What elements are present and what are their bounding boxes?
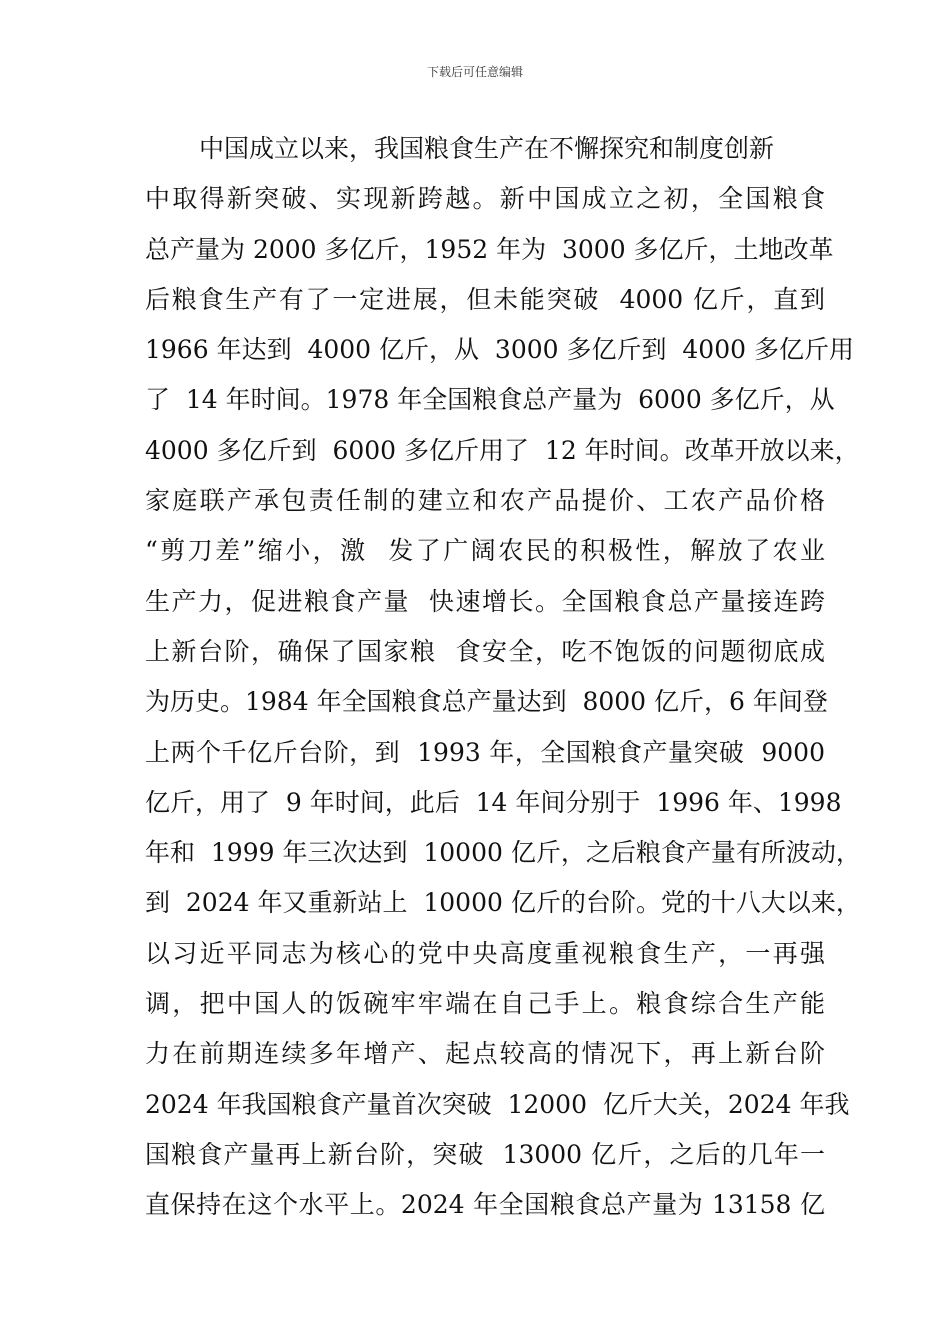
text-line: 上两个千亿斤台阶，到 1993 年，全国粮食产量突破 9000	[145, 737, 825, 767]
text-line: 国粮食产量再上新台阶，突破 13000 亿斤，之后的几年一	[145, 1139, 825, 1169]
text-line: 调，把中国人的饭碗牢牢端在自己手上。粮食综合生产能	[145, 989, 825, 1019]
text-line: 到 2024 年又重新站上 10000 亿斤的台阶。党的十八大以来，	[145, 888, 861, 918]
text-line: 2024 年我国粮食产量首次突破 12000 亿斤大关，2024 年我	[145, 1089, 850, 1119]
text-line: 以习近平同志为核心的党中央高度重视粮食生产，一再强	[145, 938, 825, 968]
text-line: 力在前期连续多年增产、起点较高的情况下，再上新台阶	[145, 1039, 825, 1069]
body-paragraph	[145, 124, 861, 1231]
text-line: 年和 1999 年三次达到 10000 亿斤，之后粮食产量有所波动，	[145, 838, 861, 868]
text-line: 上新台阶，确保了国家粮 食安全，吃不饱饭的问题彻底成	[145, 636, 825, 666]
text-line: 了 14 年时间。1978 年全国粮食总产量为 6000 多亿斤，从	[145, 385, 835, 415]
page-header-note: 下载后可任意编辑	[426, 65, 523, 79]
text-line: 4000 多亿斤到 6000 多亿斤用了 12 年时间。改革开放以来，	[145, 435, 860, 465]
text-line: 中取得新突破、实现新跨越。新中国成立之初，全国粮食	[145, 184, 825, 214]
text-line: 家庭联产承包责任制的建立和农产品提价、工农产品价格	[145, 486, 825, 516]
text-line: 生产力，促进粮食产量 快速增长。全国粮食总产量接连跨	[145, 586, 825, 616]
text-line: 后粮食生产有了一定进展，但未能突破 4000 亿斤，直到	[145, 284, 825, 314]
text-line: “剪刀差”缩小，激 发了广阔农民的积极性，解放了农业	[145, 536, 825, 566]
text-line: 中国成立以来，我国粮食生产在不懈探究和制度创新	[199, 134, 775, 163]
text-line: 1966 年达到 4000 亿斤，从 3000 多亿斤到 4000 多亿斤用	[145, 335, 854, 365]
text-line: 为历史。1984 年全国粮食总产量达到 8000 亿斤，6 年间登	[145, 687, 828, 717]
text-line: 直保持在这个水平上。2024 年全国粮食总产量为 13158 亿	[145, 1190, 825, 1220]
text-line: 总产量为 2000 多亿斤，1952 年为 3000 多亿斤，土地改革	[145, 234, 834, 264]
text-line: 亿斤，用了 9 年时间，此后 14 年间分别于 1996 年、1998	[145, 787, 842, 817]
